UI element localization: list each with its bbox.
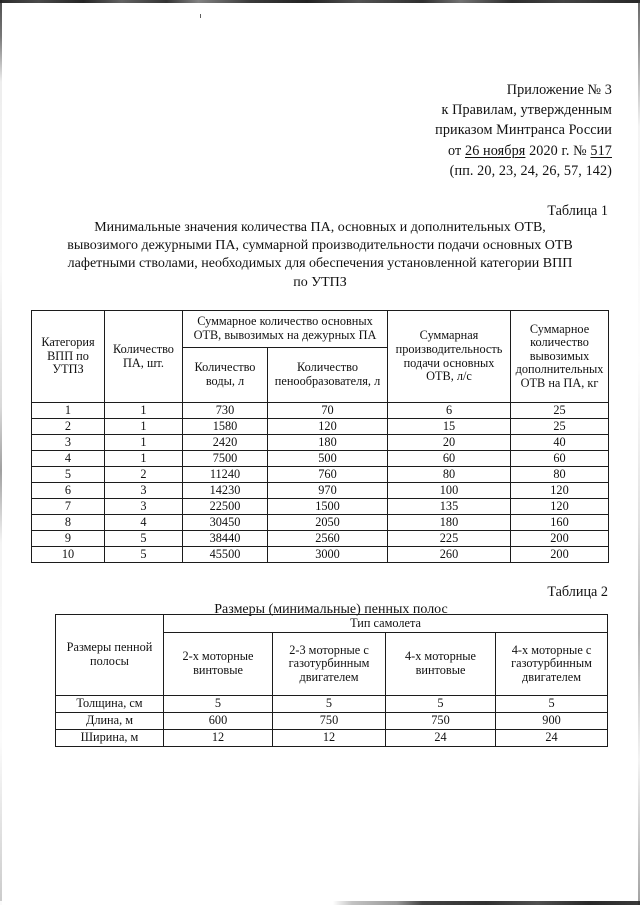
table-row [56, 713, 608, 730]
table1-cell-additional: 160 [511, 515, 609, 531]
table-row [32, 403, 609, 419]
order-date-prefix: от [448, 142, 466, 159]
table1-title-line-1: Минимальные значения количества ПА, основных и дополнительных ОТВ, [94, 220, 546, 235]
table1-cell-productivity: 225 [388, 531, 511, 547]
table1-cell-category: 8 [32, 515, 105, 531]
table2-cell-value: 5 [386, 696, 496, 713]
table-row [32, 515, 609, 531]
table1-cell-category: 7 [32, 499, 105, 515]
table2-header-row-1 [56, 615, 608, 633]
table2-header-col-3: 4-х моторные винтовые [386, 633, 496, 696]
table-row [32, 531, 609, 547]
table1-title [30, 219, 610, 292]
order-date-value: 26 ноября [465, 142, 526, 159]
scan-edge-left [0, 0, 2, 905]
table1-cell-pa-count: 1 [105, 403, 183, 419]
table1-cell-pa-count: 3 [105, 499, 183, 515]
scan-edge-bottom [0, 901, 640, 905]
ministry-order-line: приказом Минтранса России [435, 122, 612, 139]
table1-cell-category: 2 [32, 419, 105, 435]
table2-header-col-4: 4-х моторные с газотурбинным двигателем [496, 633, 608, 696]
table1-cell-additional: 120 [511, 499, 609, 515]
table1-cell-category: 9 [32, 531, 105, 547]
table1-header-pa-count: Количество ПА, шт. [105, 311, 183, 403]
table1-cell-category: 3 [32, 435, 105, 451]
table2-cell-value: 750 [273, 713, 386, 730]
table1-cell-water: 11240 [183, 467, 268, 483]
scan-speck [200, 14, 201, 18]
table1-cell-pa-count: 5 [105, 547, 183, 563]
table2 [55, 614, 608, 747]
table1-cell-additional: 40 [511, 435, 609, 451]
table1-cell-productivity: 60 [388, 451, 511, 467]
table1-cell-pa-count: 1 [105, 435, 183, 451]
table1-cell-category: 5 [32, 467, 105, 483]
table1-cell-productivity: 20 [388, 435, 511, 451]
table-row [32, 499, 609, 515]
table1-cell-water: 14230 [183, 483, 268, 499]
table1-cell-category: 1 [32, 403, 105, 419]
table1-cell-foam: 3000 [268, 547, 388, 563]
table1-cell-water: 730 [183, 403, 268, 419]
table2-cell-value: 600 [164, 713, 273, 730]
table1-cell-foam: 180 [268, 435, 388, 451]
table1-cell-pa-count: 1 [105, 451, 183, 467]
table1-title-line-3: лафетными стволами, необходимых для обеспечения установленной категории ВПП [67, 256, 573, 272]
table1-cell-category: 6 [32, 483, 105, 499]
table-row [56, 730, 608, 747]
table2-header-row-label: Размеры пенной полосы [56, 615, 164, 696]
table1-cell-pa-count: 4 [105, 515, 183, 531]
table2-cell-value: 12 [273, 730, 386, 747]
table1-cell-additional: 200 [511, 531, 609, 547]
table1-cell-pa-count: 3 [105, 483, 183, 499]
table2-cell-value: 5 [164, 696, 273, 713]
table1 [31, 310, 609, 563]
table2-number-label: Таблица 2 [547, 584, 608, 600]
table1-cell-productivity: 100 [388, 483, 511, 499]
table1-cell-foam: 760 [268, 467, 388, 483]
approved-by-line: к Правилам, утвержденным [441, 102, 612, 119]
table1-cell-water: 38440 [183, 531, 268, 547]
table1-cell-foam: 970 [268, 483, 388, 499]
table2-cell-value: 750 [386, 713, 496, 730]
clauses-reference-line: (пп. 20, 23, 24, 26, 57, 142) [449, 162, 612, 179]
table1-cell-category: 10 [32, 547, 105, 563]
table1-cell-foam: 1500 [268, 499, 388, 515]
table2-cell-value: 900 [496, 713, 608, 730]
table1-cell-water: 7500 [183, 451, 268, 467]
table-row [32, 547, 609, 563]
table1-cell-additional: 25 [511, 403, 609, 419]
table1-cell-pa-count: 2 [105, 467, 183, 483]
table-row [32, 451, 609, 467]
table1-header-group-main: Суммарное количество основных ОТВ, вывозимых на дежурных ПА [183, 311, 388, 348]
table-row [56, 696, 608, 713]
table1-cell-foam: 2050 [268, 515, 388, 531]
table1-cell-water: 30450 [183, 515, 268, 531]
table1-cell-productivity: 6 [388, 403, 511, 419]
table1-cell-additional: 25 [511, 419, 609, 435]
table2-row-label: Ширина, м [56, 730, 164, 747]
table-row [32, 419, 609, 435]
table-row [32, 467, 609, 483]
table1-cell-water: 2420 [183, 435, 268, 451]
scan-edge-top [0, 0, 640, 3]
table-row [32, 483, 609, 499]
table1-number-label: Таблица 1 [547, 203, 608, 219]
table2-cell-value: 24 [496, 730, 608, 747]
table1-cell-pa-count: 1 [105, 419, 183, 435]
order-number-value: 517 [590, 142, 612, 159]
table1-header-productivity: Суммарная производительность подачи основных ОТВ, л/с [388, 311, 511, 403]
table2-title: Размеры (минимальные) пенных полос [214, 602, 448, 617]
appendix-reference-header [282, 80, 612, 181]
table1-header-water: Количество воды, л [183, 348, 268, 403]
table-row [32, 435, 609, 451]
appendix-number-line: Приложение № 3 [506, 82, 612, 98]
table1-cell-productivity: 80 [388, 467, 511, 483]
table1-title-line-2: вывозимого дежурными ПА, суммарной производительности подачи основных ОТВ [67, 238, 573, 254]
table2-header-col-2: 2-3 моторные с газотурбинным двигателем [273, 633, 386, 696]
table2-cell-value: 5 [496, 696, 608, 713]
table1-body [32, 403, 609, 563]
order-date-middle: 2020 г. № [525, 142, 591, 159]
table1-cell-additional: 80 [511, 467, 609, 483]
table1-cell-water: 1580 [183, 419, 268, 435]
table1-cell-water: 45500 [183, 547, 268, 563]
table1-cell-additional: 200 [511, 547, 609, 563]
table1-title-line-4: по УТПЗ [293, 274, 347, 290]
table1-header-foam: Количество пенообразователя, л [268, 348, 388, 403]
table2-header-group: Тип самолета [164, 615, 608, 633]
table2-body [56, 696, 608, 747]
table1-cell-additional: 60 [511, 451, 609, 467]
table1-cell-water: 22500 [183, 499, 268, 515]
table1-header-row-1 [32, 311, 609, 348]
table1-cell-productivity: 135 [388, 499, 511, 515]
table1-cell-foam: 120 [268, 419, 388, 435]
table1-cell-productivity: 180 [388, 515, 511, 531]
table2-row-label: Толщина, см [56, 696, 164, 713]
table1-cell-category: 4 [32, 451, 105, 467]
table1-cell-productivity: 260 [388, 547, 511, 563]
table1-header-additional: Суммарное количество вывозимых дополнительных ОТВ на ПА, кг [511, 311, 609, 403]
table1-cell-pa-count: 5 [105, 531, 183, 547]
table1-cell-additional: 120 [511, 483, 609, 499]
table1-cell-foam: 2560 [268, 531, 388, 547]
table2-cell-value: 5 [273, 696, 386, 713]
table2-cell-value: 24 [386, 730, 496, 747]
table1-cell-foam: 70 [268, 403, 388, 419]
table2-row-label: Длина, м [56, 713, 164, 730]
table2-cell-value: 12 [164, 730, 273, 747]
order-date-line [282, 141, 612, 161]
table1-cell-productivity: 15 [388, 419, 511, 435]
table1-header-category: Категория ВПП по УТПЗ [32, 311, 105, 403]
table2-header-col-1: 2-х моторные винтовые [164, 633, 273, 696]
table1-cell-foam: 500 [268, 451, 388, 467]
